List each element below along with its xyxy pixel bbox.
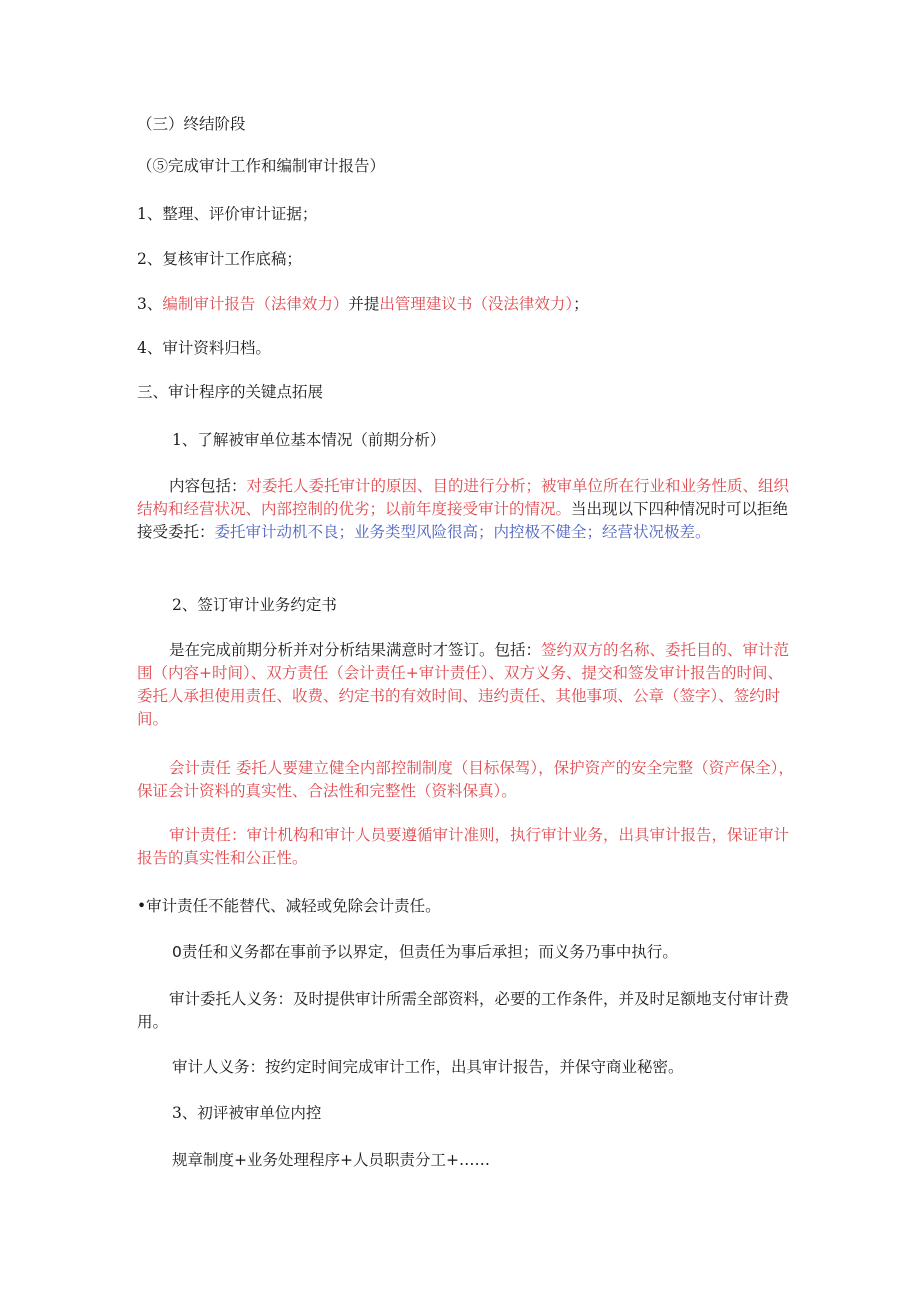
point-2-content	[137, 639, 797, 731]
list-item-3	[137, 293, 797, 316]
audit-responsibility: 审计责任：审计机构和审计人员要遵循审计准则，执行审计业务，出具审计报告，保证审计报告的真实性和公正性。	[137, 826, 790, 867]
section-heading-final-stage: （三）终结阶段	[137, 115, 246, 133]
responsibility-duty-text: 责任和义务都在事前予以界定，但责任为事后承担；而义务乃事中执行。	[181, 943, 678, 961]
point-1-content	[137, 475, 797, 544]
list-item-3-number: 3、	[137, 295, 163, 313]
point-1-mid-text: 当出现以下四种情况时可以拒绝接受委托：	[137, 500, 789, 541]
step-five-heading: （⑤完成审计工作和编制审计报告）	[137, 157, 386, 175]
point-3-title: 3、初评被审单位内控	[172, 1104, 322, 1122]
point-1-blue-text: 委托审计动机不良；业务类型风险很高；内控极不健全；经营状况极差。	[214, 523, 711, 541]
bullet-note: •审计责任不能替代、减轻或免除会计责任。	[137, 897, 441, 915]
auditor-duty: 审计人义务：按约定时间完成审计工作，出具审计报告，并保守商业秘密。	[172, 1058, 684, 1076]
point-3-line: 规章制度+业务处理程序+人员职责分工+……	[172, 1151, 490, 1169]
list-item-3-mid: 并提	[348, 295, 380, 313]
point-2-red-text: 签约双方的名称、委托目的、审计范围（内容+时间）、双方责任（会计责任+审计责任）、双方义务、提交和签发审计报告的时间、委托人承担使用责任、收费、约定书的有效时间、违约责任、其他事项、公章（签字）、签约时间。	[137, 641, 790, 728]
point-1-lead: 内容包括：	[169, 477, 247, 495]
point-2-title: 2、签订审计业务约定书	[172, 596, 337, 614]
client-duty: 审计委托人义务：及时提供审计所需全部资料，必要的工作条件，并及时足额地支付审计费用。	[137, 990, 790, 1031]
point-2-lead: 是在完成前期分析并对分析结果满意时才签订。包括：	[169, 641, 542, 659]
accounting-responsibility: 会计责任 委托人要建立健全内部控制制度（目标保驾），保护资产的安全完整（资产保全），保证会计资料的真实性、合法性和完整性（资料保真）。	[137, 759, 794, 800]
point-1-title: 1、了解被审单位基本情况（前期分析）	[172, 431, 446, 449]
list-item-1: 1、整理、评价审计证据；	[137, 205, 318, 223]
section-heading-key-points: 三、审计程序的关键点拓展	[137, 383, 324, 401]
responsibility-duty-note	[172, 941, 797, 964]
list-item-3-red-letter: 出管理建议书（没法律效力）	[379, 295, 574, 313]
list-item-3-red-report: 编制审计报告（法律效力）	[162, 295, 349, 313]
point-1-red-text: 对委托人委托审计的原因、目的进行分析；被审单位所在行业和业务性质、组织结构和经营状况、内部控制的优劣；以前年度接受审计的情况。	[137, 477, 790, 518]
list-item-3-end: ；	[573, 295, 589, 313]
zero-marker: 0	[172, 943, 182, 961]
list-item-2: 2、复核审计工作底稿；	[137, 250, 302, 268]
list-item-4: 4、审计资料归档。	[137, 339, 271, 357]
